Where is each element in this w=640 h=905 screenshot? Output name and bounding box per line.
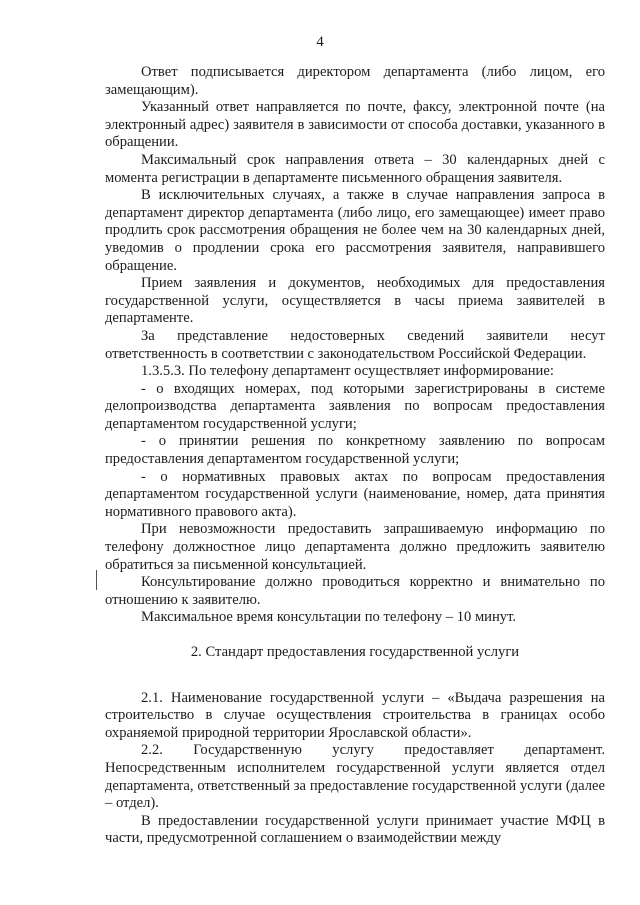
paragraph-service-name: 2.1. Наименование государственной услуги – «Выдача разрешения на строительство в случае осуществления строительства в границах особо охраняемой природной территории Ярославской области». — [105, 689, 605, 741]
document-body — [105, 64, 605, 848]
paragraph-max-response-time: Максимальный срок направления ответа – 30 календарных дней с момента регистрации в департаменте письменного обращения заявителя. — [105, 151, 605, 186]
paragraph-extension: В исключительных случаях, а также в случае направления запроса в департамент директор департамента (либо лицо, его замещающее) имеет право продлить срок рассмотрения обращения не более чем на 30 календарных дней, уведомив о продлении срока его рассмотрения заявителя, направившего обращение. — [105, 187, 605, 274]
scan-margin-mark — [96, 570, 97, 590]
paragraph-phone-info-intro: 1.3.5.3. По телефону департамент осуществляет информирование: — [141, 363, 554, 380]
paragraph-written-consultation: При невозможности предоставить запрашиваемую информацию по телефону должностное лицо департамента должно предложить заявителю обратиться за письменной консультацией. — [105, 521, 605, 573]
page-number: 4 — [316, 34, 324, 50]
paragraph-signature: Ответ подписывается директором департамента (либо лицом, его замещающим). — [105, 64, 605, 98]
section-heading: 2. Стандарт предоставления государственной услуги — [190, 644, 520, 660]
list-item-incoming-numbers: - о входящих номерах, под которыми зарегистрированы в системе делопроизводства департамента заявления по вопросам предоставления департаментом государственной услуги; — [105, 380, 605, 432]
paragraph-mfc-participation: В предоставлении государственной услуги принимает участие МФЦ в части, предусмотренной соглашением о взаимодействии между — [105, 812, 605, 847]
paragraph-max-phone-time: Максимальное время консультации по телефону – 10 минут. — [141, 609, 517, 626]
list-item-legal-acts: - о нормативных правовых актах по вопросам предоставления департаментом государственной услуги (наименование, номер, дата принятия нормативного правового акта). — [105, 468, 605, 520]
paragraph-reception-hours: Прием заявления и документов, необходимых для предоставления государственной услуги, осуществляется в часы приема заявителей в департаменте. — [105, 275, 605, 327]
paragraph-consultation-conduct: Консультирование должно проводиться корректно и внимательно по отношению к заявителю. — [105, 574, 605, 608]
paragraph-service-provider: 2.2. Государственную услугу предоставляет департамент. Непосредственным исполнителем государственной услуги является отдел департамента, ответственный за предоставление государственной услуги (далее – отдел). — [105, 742, 605, 812]
list-item-decision: - о принятии решения по конкретному заявлению по вопросам предоставления департаментом государственной услуги; — [105, 433, 605, 468]
paragraph-liability: За представление недостоверных сведений заявители несут ответственность в соответствии с законодательством Российской Федерации. — [105, 327, 605, 362]
paragraph-response-delivery: Указанный ответ направляется по почте, факсу, электронной почте (на электронный адрес) заявителя в зависимости от способа доставки, указанного в обращении. — [105, 99, 605, 151]
